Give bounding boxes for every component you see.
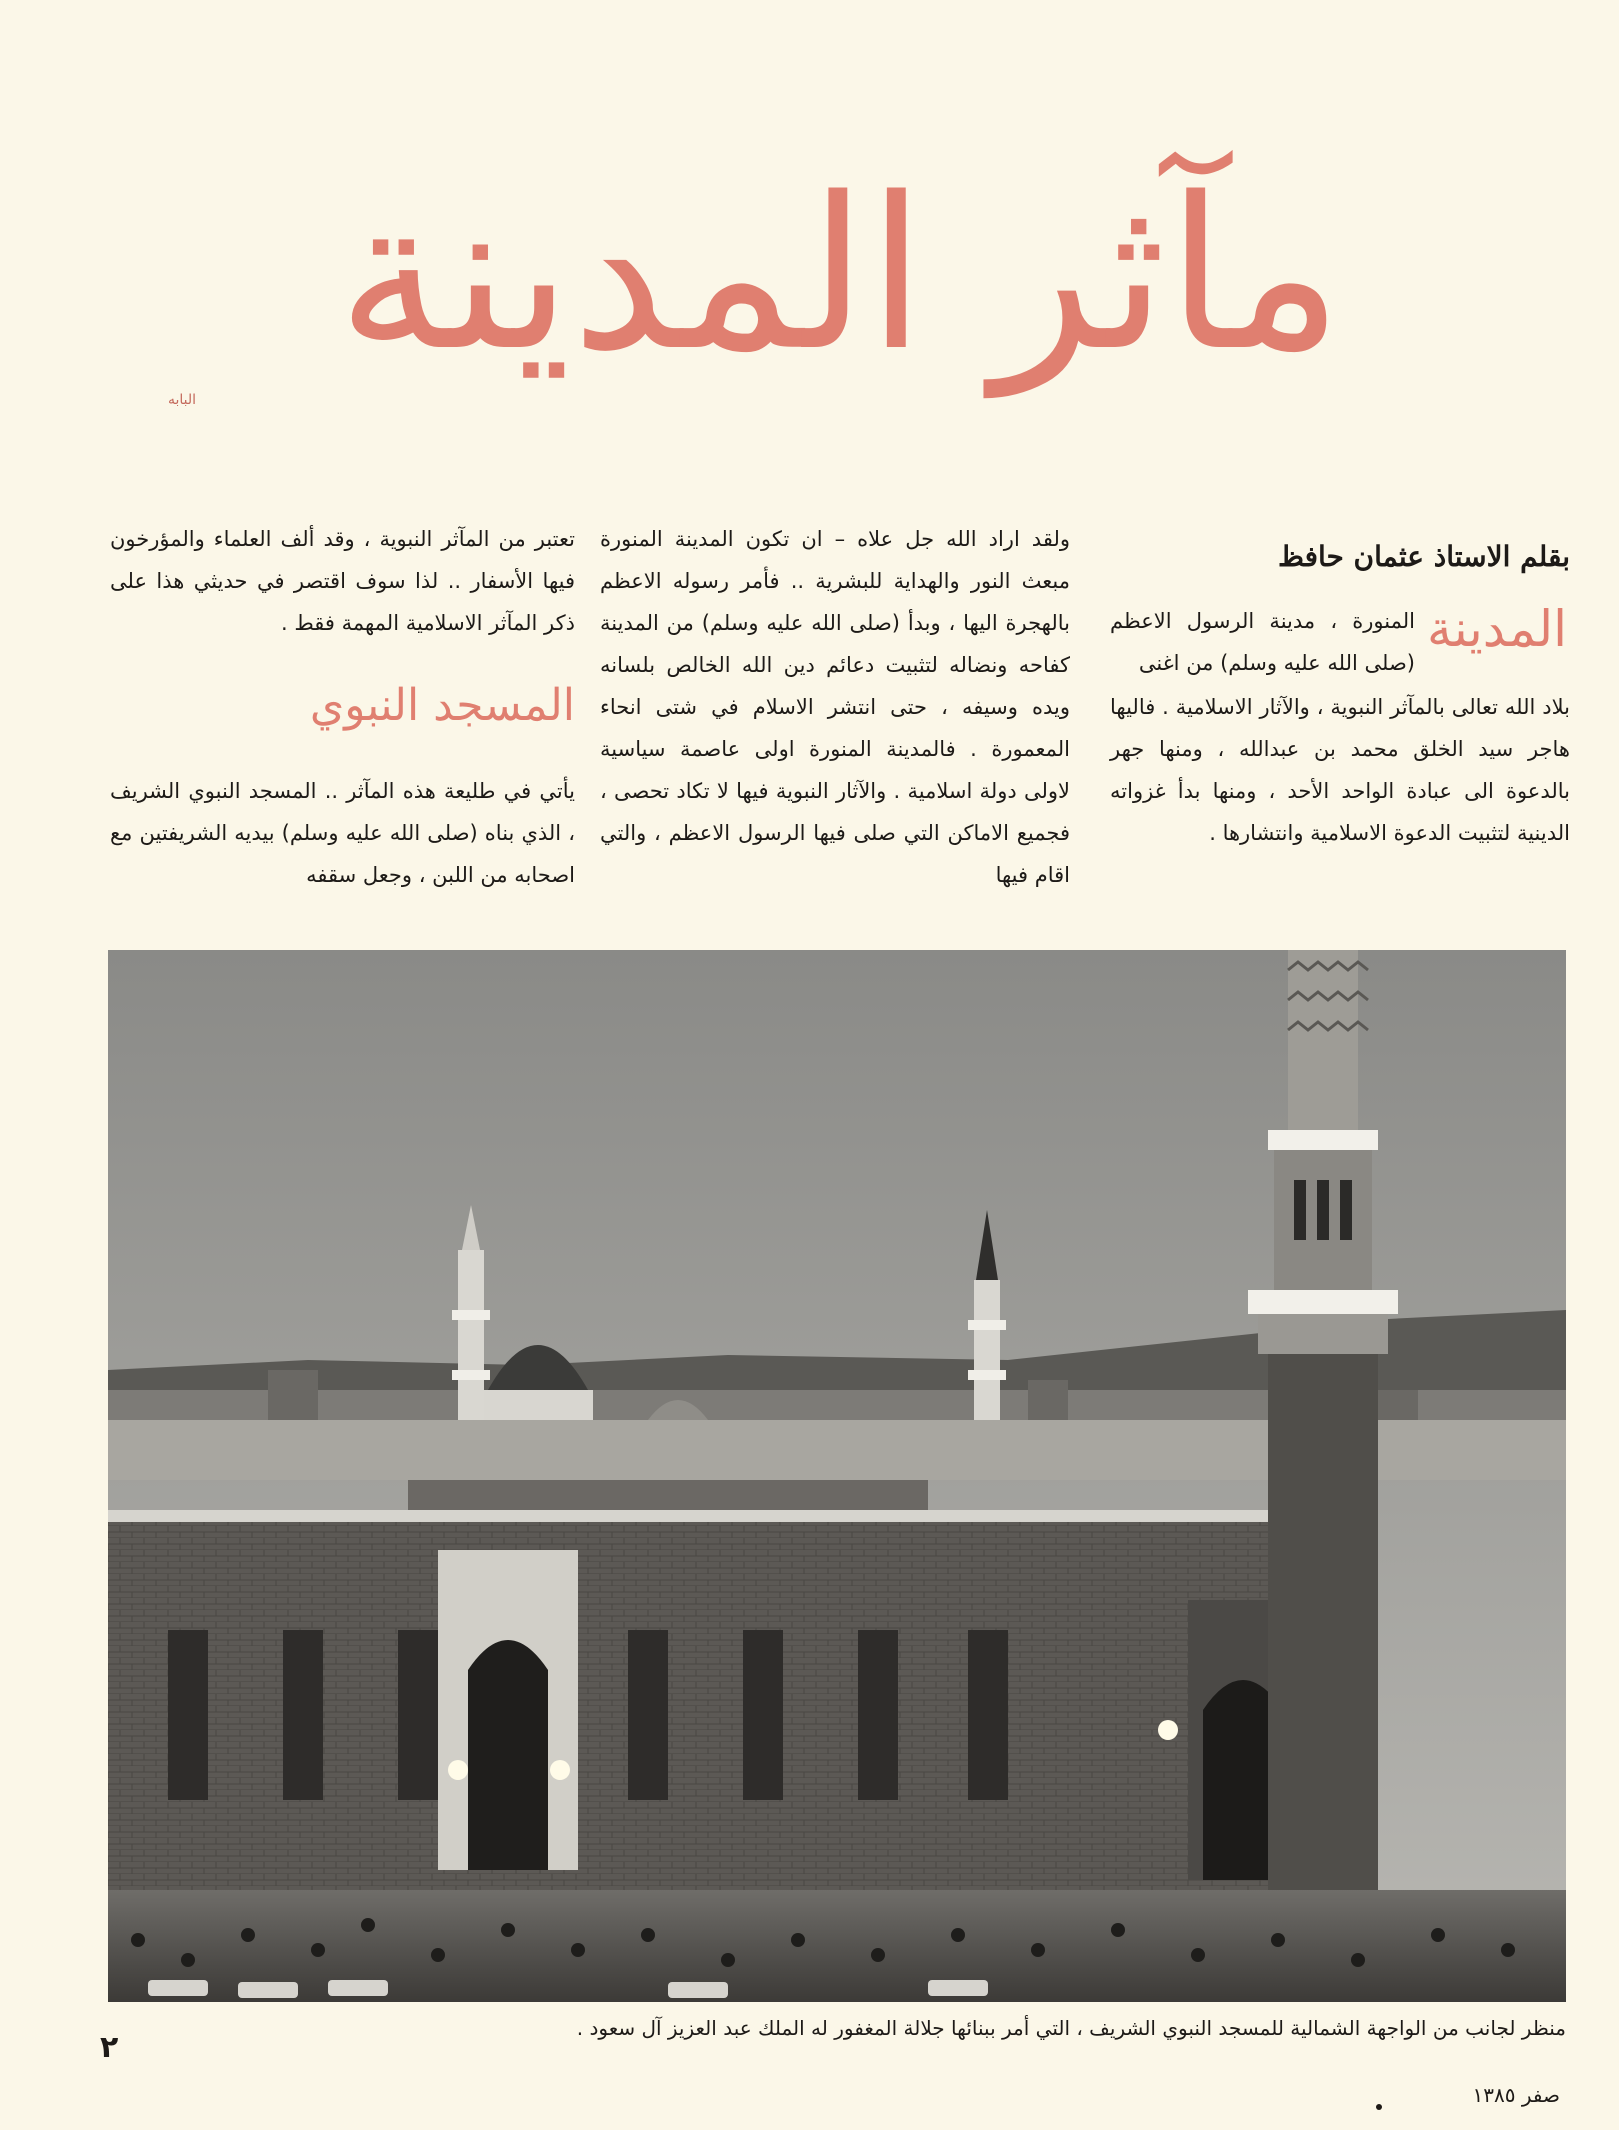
article-column-right (1110, 686, 1570, 854)
courtyard (108, 1890, 1566, 2002)
paragraph: ولقد اراد الله جل علاه – ان تكون المدينة المنورة مبعث النور والهداية للبشرية .. فأمر رسوله الاعظم بالهجرة اليها ، وبدأ (صلى الله عليه وسلم) من المدينة كفاحه ونضاله لتثبيت دعائم دين الله الخالص بلسانه ويده وسيفه ، حتى انتشر الاسلام في شتى انحاء المعمورة . فالمدينة المنورة اولى عاصمة سياسية لاولى دولة اسلامية . والآثار النبوية فيها لا تكاد تحصى ، فجميع الاماكن التي صلى فيها الرسول الاعظم ، والتي اقام فيها (600, 527, 1070, 887)
headline: مآثر المدينة (337, 152, 1343, 397)
article-column-right-intro (1110, 600, 1415, 684)
calligrapher-signature: البابه (168, 392, 197, 408)
page-number: ٢ (100, 2030, 119, 2065)
article-column-middle (600, 518, 1070, 896)
footer-dot (1376, 2104, 1382, 2110)
drop-word: المدينة (1426, 600, 1568, 658)
article-column-left-section (110, 770, 575, 896)
mosque-photograph (108, 950, 1566, 2002)
article-column-left (110, 518, 575, 644)
paragraph: بلاد الله تعالى بالمآثر النبوية ، والآثار الاسلامية . فاليها هاجر سيد الخلق محمد بن عبدالله ، ومنها جهر بالدعوة الى عبادة الواحد الأحد ، ومنها بدأ غزواته الدينية لتثبيت الدعوة الاسلامية وانتشارها . (1110, 695, 1570, 845)
mosque-photo-illustration (108, 950, 1566, 2002)
paragraph: يأتي في طليعة هذه المآثر .. المسجد النبوي الشريف ، الذي بناه (صلى الله عليه وسلم) بيديه الشريفتين مع اصحابه من اللبن ، وجعل سقفه (110, 779, 575, 887)
section-heading: المسجد النبوي (309, 680, 575, 731)
paragraph: المنورة ، مدينة الرسول الاعظم (صلى الله عليه وسلم) من اغنى (1110, 609, 1415, 675)
paragraph: تعتبر من المآثر النبوية ، وقد ألف العلماء والمؤرخون فيها الأسفار .. لذا سوف اقتصر في حديثي هذا على ذكر المآثر الاسلامية المهمة فقط . (110, 527, 575, 635)
byline: بقلم الاستاذ عثمان حافظ (1277, 540, 1570, 573)
photo-caption: منظر لجانب من الواجهة الشمالية للمسجد النبوي الشريف ، التي أمر ببنائها جلالة المغفور له الملك عبد العزيز آل سعود . (576, 2016, 1566, 2040)
issue-date: صفر ١٣٨٥ (1472, 2083, 1560, 2107)
main-gate (438, 1550, 578, 1870)
